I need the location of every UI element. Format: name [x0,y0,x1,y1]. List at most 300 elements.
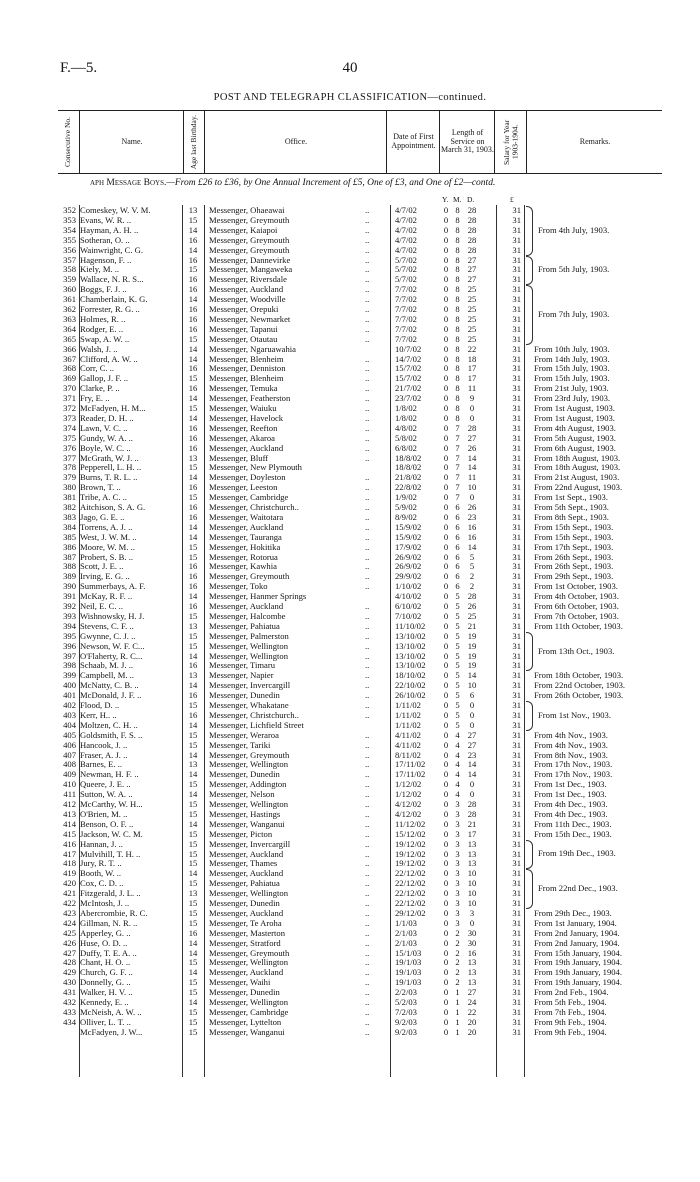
salary: 31 [512,571,521,582]
table-row [0,363,700,373]
salary: 31 [512,472,521,483]
service-days: 17 [467,363,477,374]
row-number: 374 [63,422,76,433]
service-months: 8 [455,373,460,384]
leader-dots: .. [365,274,370,285]
leader-dots: .. [365,907,370,918]
col-age: Age last Birthday. [183,111,205,173]
service-months: 4 [455,729,460,740]
service-months: 6 [455,571,460,582]
salary: 31 [512,927,521,938]
leader-dots: .. [365,472,370,483]
unit-days: D. [467,195,475,204]
first-appointment: 22/12/02 [395,898,426,908]
leader-dots: .. [365,818,370,829]
table-row [0,294,700,304]
name: Boyle, W. C. .. [80,442,131,453]
leader-dots: .. [365,442,370,453]
age: 15 [188,828,198,839]
service-months: 8 [455,254,460,265]
office: Messenger, Wellington [209,997,289,1007]
table-row [0,284,700,294]
age: 14 [188,967,198,978]
first-appointment: 8/9/02 [395,511,417,522]
office: Messenger, Wellington [209,799,289,809]
remarks: From 7th Feb., 1904. [534,1006,607,1017]
service-days: 13 [467,977,477,988]
leader-dots: .. [365,214,370,225]
office: Messenger, Whakatane [209,700,289,710]
table-row [0,1027,700,1037]
service-months: 1 [455,1016,460,1027]
service-years: 0 [443,304,449,314]
table-row [0,403,700,413]
name: McFadyen, J. W... [80,1026,143,1037]
first-appointment: 7/7/02 [395,294,417,305]
age: 14 [188,343,198,354]
service-years: 0 [443,987,449,998]
office: Messenger, Addington [209,779,287,790]
service-months: 3 [455,858,460,869]
service-years: 0 [443,977,449,988]
age: 14 [188,650,198,661]
first-appointment: 4/7/02 [395,214,417,225]
service-years: 0 [443,838,449,849]
name: Reader, D. H. .. [80,412,134,423]
age: 15 [188,729,198,740]
office: Messenger, Wanganui [209,818,285,829]
service-months: 3 [455,898,460,908]
service-years: 0 [443,749,449,760]
service-months: 7 [455,452,460,463]
group-brace [526,632,533,672]
table-row [0,759,700,769]
service-months: 5 [455,610,460,621]
row-number: 410 [63,779,76,790]
salary: 31 [512,789,521,800]
office: Messenger, Riversdale [209,274,287,285]
leader-dots: .. [365,808,370,819]
table-row [0,482,700,492]
salary: 31 [512,680,521,691]
service-days: 26 [467,442,477,453]
age: 13 [188,452,198,463]
service-years: 0 [443,432,449,443]
first-appointment: 19/12/02 [395,848,426,859]
service-months: 8 [455,214,460,225]
name: Walsh, J. .. [80,343,118,354]
service-months: 3 [455,868,460,879]
remarks: From 1st August, 1903. [534,403,615,413]
service-months: 5 [455,591,460,602]
row-number: 356 [63,244,76,255]
salary: 31 [512,848,521,859]
row-number: 382 [63,502,76,512]
first-appointment: 8/11/02 [395,749,421,760]
first-appointment: 5/8/02 [395,432,417,443]
service-days: 0 [469,412,475,423]
remarks: From 17th Nov., 1903. [534,759,613,770]
row-number: 359 [63,274,76,285]
salary: 31 [512,769,521,780]
salary: 31 [512,541,521,552]
service-years: 0 [443,937,449,948]
salary: 31 [512,205,521,215]
service-days: 2 [469,581,475,592]
office: Messenger, Napier [209,670,274,681]
table-row [0,908,700,918]
salary: 31 [512,531,521,542]
leader-dots: .. [365,650,370,661]
first-appointment: 19/12/02 [395,858,426,869]
row-number: 378 [63,462,76,473]
table-row [0,591,700,601]
salary: 31 [512,383,521,394]
name: Moltzen, C. H. .. [80,719,138,730]
group-brace [526,701,533,731]
service-years: 0 [443,462,449,473]
name: Boggs, F. J. .. [80,284,127,295]
first-appointment: 19/12/02 [395,838,426,849]
row-number: 363 [63,313,76,324]
office: Messenger, Dunedin [209,690,280,701]
service-months: 8 [455,323,460,334]
office: Messenger, New Plymouth [209,462,302,473]
age: 14 [188,937,198,948]
service-days: 25 [467,284,477,295]
service-days: 25 [467,304,477,314]
row-number: 364 [63,323,76,334]
first-appointment: 1/11/02 [395,709,421,720]
row-number: 404 [63,719,76,730]
salary: 31 [512,640,521,651]
age: 15 [188,1026,198,1037]
service-days: 26 [467,601,477,611]
name: Kerr, H.. .. [80,709,117,720]
service-years: 0 [443,264,449,275]
office: Messenger, Newmarket [209,313,291,324]
service-years: 0 [443,799,449,809]
leader-dots: .. [365,224,370,235]
name: Cox, C. D. .. [80,878,124,889]
row-number: 366 [63,343,76,354]
office: Messenger, Waitotara [209,511,284,522]
office: Messenger, Cambridge [209,492,289,503]
name: Newman, H. F. .. [80,769,139,780]
office: Messenger, Timaru [209,660,276,671]
service-days: 0 [469,917,475,928]
name: McKay, R. F. .. [80,591,133,602]
service-years: 0 [443,442,449,453]
age: 14 [188,294,198,305]
service-years: 0 [443,561,449,572]
service-days: 27 [467,729,477,740]
row-number: 417 [63,848,76,859]
first-appointment: 13/10/02 [395,660,426,671]
first-appointment: 18/8/02 [395,462,422,473]
service-years: 0 [443,848,449,859]
salary: 31 [512,779,521,790]
leader-dots: .. [365,997,370,1007]
service-days: 19 [467,630,477,641]
name: Campbell, M. .. [80,670,134,681]
table-row [0,205,700,215]
service-days: 0 [469,492,475,503]
salary: 31 [512,670,521,681]
table-row [0,453,700,463]
service-months: 5 [455,690,460,701]
row-number: 397 [63,650,76,661]
salary: 31 [512,422,521,433]
first-appointment: 21/7/02 [395,383,422,394]
name: Corr, C. .. [80,363,115,374]
name: Flood, D. .. [80,700,120,710]
office: Messenger, Doyleston [209,472,286,483]
salary: 31 [512,244,521,255]
table-row [0,512,700,522]
first-appointment: 1/12/02 [395,789,422,800]
row-number: 357 [63,254,76,265]
name: Sotheran, O. .. [80,234,130,245]
age: 15 [188,1006,198,1017]
remarks: From 2nd Feb., 1904. [534,987,609,998]
table-row [0,215,700,225]
leader-dots: .. [365,868,370,879]
row-number: 354 [63,224,76,235]
table-row [0,898,700,908]
first-appointment: 4/12/02 [395,808,422,819]
leader-dots: .. [365,541,370,552]
age: 16 [188,274,198,285]
remarks: From 18th August, 1903. [534,462,621,473]
first-appointment: 13/10/02 [395,640,426,651]
age: 16 [188,363,198,374]
salary: 31 [512,1026,521,1037]
first-appointment: 22/12/02 [395,878,426,889]
name: McDonald, J. F. .. [80,690,142,701]
first-appointment: 1/10/02 [395,581,422,592]
group-brace [526,256,533,286]
group-brace [526,869,533,909]
first-appointment: 2/1/03 [395,927,417,938]
leader-dots: .. [365,373,370,384]
salary: 31 [512,403,521,413]
remarks: From 29th Sept., 1903. [534,571,614,582]
service-years: 0 [443,907,449,918]
first-appointment: 15/7/02 [395,373,422,384]
first-appointment: 18/8/02 [395,452,422,463]
first-appointment: 1/11/02 [395,700,421,710]
office: Messenger, Greymouth [209,947,290,958]
table-row [0,799,700,809]
leader-dots: .. [365,630,370,641]
service-days: 27 [467,987,477,998]
service-years: 0 [443,234,449,245]
age: 14 [188,591,198,602]
office: Messenger, Cambridge [209,1006,289,1017]
remarks: From 6th August, 1903. [534,442,616,453]
table-row [0,858,700,868]
salary: 31 [512,700,521,710]
remarks: From 21st August, 1903. [534,472,620,483]
table-row [0,462,700,472]
office: Messenger, Mangaweka [209,264,293,275]
table-row [0,383,700,393]
service-years: 0 [443,511,449,522]
salary: 31 [512,343,521,354]
leader-dots: .. [365,977,370,988]
age: 15 [188,898,198,908]
group-brace [526,285,533,344]
remarks: From 4th August, 1903. [534,422,616,433]
name: Rodger, E. .. [80,323,124,334]
table-row [0,413,700,423]
row-number: 399 [63,670,76,681]
office: Messenger, Featherston [209,393,291,404]
service-months: 4 [455,739,460,750]
service-months: 3 [455,917,460,928]
service-months: 5 [455,700,460,710]
row-number: 369 [63,373,76,384]
office: Messenger, Woodville [209,294,286,305]
office: Messenger, Dunedin [209,769,280,780]
office: Messenger, Denniston [209,363,286,374]
first-appointment: 19/1/03 [395,967,422,978]
name: O'Brien, M. .. [80,808,128,819]
table-row [0,621,700,631]
leader-dots: .. [365,610,370,621]
office: Messenger, Temuka [209,383,278,394]
age: 16 [188,254,198,265]
table-row [0,819,700,829]
office: Messenger, Greymouth [209,571,290,582]
salary: 31 [512,997,521,1007]
row-number: 430 [63,977,76,988]
salary: 31 [512,561,521,572]
name: Hancook, J. .. [80,739,128,750]
office: Messenger, Lyttelton [209,1016,282,1027]
age: 16 [188,709,198,720]
leader-dots: .. [365,927,370,938]
service-days: 18 [467,353,477,364]
group-remark: From 5th July, 1903. [538,264,610,275]
service-months: 7 [455,442,460,453]
salary: 31 [512,601,521,611]
age: 16 [188,383,198,394]
row-number: 393 [63,610,76,621]
salary: 31 [512,304,521,314]
service-months: 4 [455,759,460,770]
first-appointment: 29/9/02 [395,571,422,582]
col-office: Office. [204,111,387,173]
service-months: 2 [455,927,460,938]
salary: 31 [512,739,521,750]
service-days: 27 [467,264,477,275]
salary: 31 [512,620,521,631]
salary: 31 [512,987,521,998]
salary: 31 [512,373,521,384]
first-appointment: 1/8/02 [395,403,417,413]
remarks: From 7th October, 1903. [534,610,619,621]
service-months: 8 [455,234,460,245]
name: Lawn, V. C. .. [80,422,128,433]
service-months: 8 [455,304,460,314]
first-appointment: 7/2/03 [395,1006,417,1017]
leader-dots: .. [365,581,370,592]
group-remark: From 22nd Dec., 1903. [538,883,618,894]
first-appointment: 23/7/02 [395,393,422,404]
service-months: 7 [455,472,460,483]
row-number: 368 [63,363,76,374]
col-salary: Salary for Year 1903-1904. [494,111,527,173]
service-years: 0 [443,541,449,552]
service-years: 0 [443,244,449,255]
first-appointment: 7/7/02 [395,284,417,295]
remarks: From 17th Nov., 1903. [534,769,613,780]
office: Messenger, Greymouth [209,234,290,245]
leader-dots: .. [365,422,370,433]
salary: 31 [512,818,521,829]
age: 15 [188,403,198,413]
salary: 31 [512,967,521,978]
row-number: 387 [63,551,76,562]
salary: 31 [512,1016,521,1027]
leader-dots: .. [365,917,370,928]
name: McGrath, W. J. .. [80,452,139,463]
salary: 31 [512,333,521,344]
office: Messenger, Akaroa [209,432,275,443]
age: 15 [188,848,198,859]
service-months: 5 [455,709,460,720]
office: Messenger, Kaiapoi [209,224,278,235]
service-days: 10 [467,878,477,889]
service-years: 0 [443,521,449,532]
service-months: 6 [455,531,460,542]
service-months: 5 [455,719,460,730]
table-row [0,1007,700,1017]
table-row [0,373,700,383]
first-appointment: 2/1/03 [395,937,417,948]
service-days: 28 [467,234,477,245]
service-days: 25 [467,323,477,334]
age: 15 [188,700,198,710]
group-remark: From 7th July, 1903. [538,308,610,319]
row-number: 375 [63,432,76,443]
office: Messenger, Bluff [209,452,269,463]
leader-dots: .. [365,898,370,908]
name: Stevens, C. F. .. [80,620,134,631]
service-months: 8 [455,353,460,364]
row-number: 427 [63,947,76,958]
row-number: 377 [63,452,76,463]
age: 14 [188,472,198,483]
col-consecutive: Consecutive No. [63,117,73,167]
table-row [0,769,700,779]
service-years: 0 [443,412,449,423]
service-days: 14 [467,462,477,473]
office: Messenger, Kawhia [209,561,277,572]
row-number: 407 [63,749,76,760]
remarks: From 1st Sept., 1903. [534,492,609,503]
office: Messenger, Masterton [209,927,286,938]
leader-dots: .. [365,601,370,611]
salary: 31 [512,224,521,235]
first-appointment: 6/8/02 [395,442,417,453]
office: Messenger, Dannevirke [209,254,291,265]
service-months: 8 [455,393,460,404]
age: 14 [188,789,198,800]
age: 14 [188,680,198,691]
